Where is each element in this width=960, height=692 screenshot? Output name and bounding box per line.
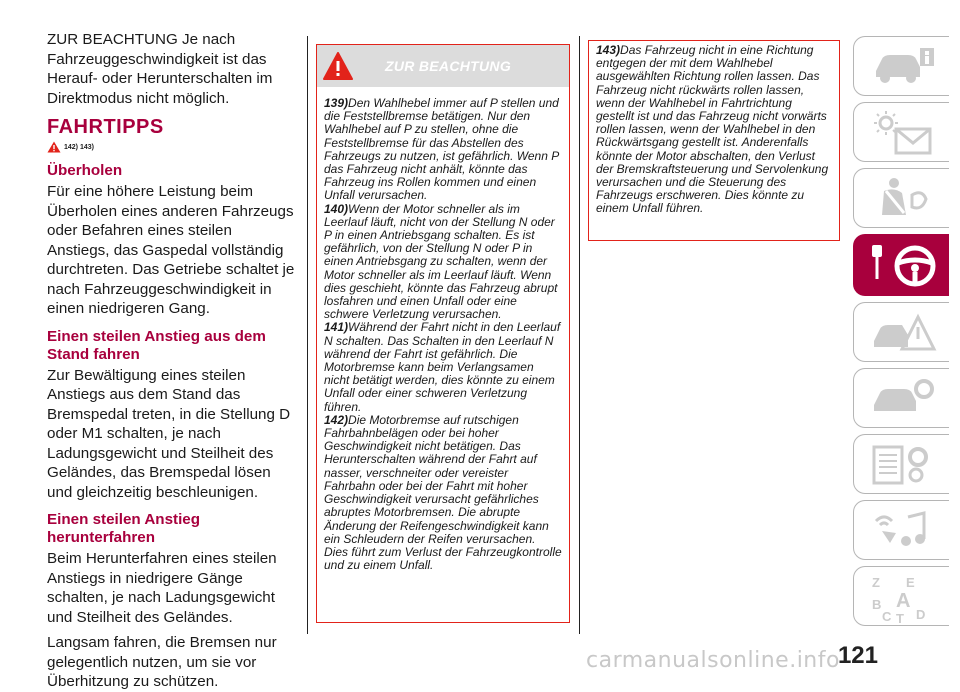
- index-letter: D: [916, 607, 926, 622]
- tab-technical-data[interactable]: [853, 434, 949, 494]
- index-letter: E: [906, 575, 915, 590]
- technical-data-icon: [868, 441, 938, 489]
- warning-triangle-icon: [47, 141, 61, 153]
- tab-seatbelt-airbag[interactable]: [853, 168, 949, 228]
- section-title: FAHRTIPPS: [47, 116, 164, 138]
- key-steering-wheel-icon: [868, 241, 940, 291]
- page-number: 121: [837, 642, 878, 669]
- warning-item-number: 141): [324, 320, 349, 335]
- tab-dashboard-lights[interactable]: [853, 102, 949, 162]
- dashboard-lights-icon: [868, 109, 938, 157]
- warning-item-text: Wenn der Motor schneller als im Leerlauf läuft, nicht von der Stellung N oder P in einen Antriebsgang schalten. Es ist gefährlich, von der Stellung N oder P in einen Antriebsgang zu schalten, wenn der Motor schneller als im Leerlauf läuft. Wenn dies geschieht, könnte das Fahrzeug abrupt losfahren und einen Unfall oder eine schwere Verletzung verursachen.: [324, 201, 558, 322]
- uphill-heading: Einen steilen Anstieg aus dem Stand fahren: [47, 327, 266, 363]
- warning-header: [317, 45, 569, 87]
- warning-item-text: Die Motorbremse auf rutschigen Fahrbahnbelägen oder bei hoher Geschwindigkeit nicht betätigen. Das Herunterschalten während der Fahrt auf nasser, verschneiter oder vereister Fahrbahn oder bei der Fahrt mit hoher Geschwindigkeit verursacht gefährliches abruptes Motorbremsen. Die abrupte Änderung der Reifengeschwindigkeit kann ein Schleudern der Reifen verursachen. Dies führt zum Verlust der Fahrzeugkontrolle und zu einem Unfall.: [324, 412, 562, 573]
- warning-item-number: 140): [324, 201, 349, 216]
- warning-item: [324, 321, 562, 413]
- warning-item-number: 142): [324, 412, 349, 427]
- index-letter: T: [896, 611, 904, 625]
- maintenance-icon: [868, 375, 938, 423]
- overtaking-text: Für eine höhere Leistung beim Überholen eines anderen Fahrzeugs oder Befahren eines steilen Anstiegs, das Gaspedal vollständig durchtreten. Das Getriebe schaltet je nach Fahrzeuggeschwindigkeit in einen niedrigeren Gang.: [47, 183, 295, 317]
- main-column: [47, 30, 297, 692]
- watermark: carmanualsonline.info: [586, 648, 840, 673]
- warning-title: ZUR BEACHTUNG: [385, 58, 512, 74]
- tab-maintenance[interactable]: [853, 368, 949, 428]
- tab-multimedia[interactable]: [853, 500, 949, 560]
- multimedia-icon: [868, 507, 938, 555]
- warning-item-text: Das Fahrzeug nicht in eine Richtung entgegen der mit dem Wahlhebel ausgewählten Richtung rollen lassen. Das Fahrzeug nicht rückwärts rollen lassen, wenn der Wahlhebel in Fahrtrichtung gestellt ist und das Fahrzeug nicht vorwärts rollen lassen, wenn der Wahlhebel in den Rückwärtsgang gestellt ist. Anderenfalls könnte der Motor abschalten, den Verlust der Bremskraftsteuerung und Servolenkung verursachen und die Steuerung des Fahrzeugs erschweren. Dies könnte zu einem Unfall führen.: [596, 43, 829, 216]
- warning-box: [316, 44, 570, 623]
- seatbelt-airbag-icon: [868, 175, 938, 223]
- warning-item: [324, 414, 562, 572]
- tab-starting-driving[interactable]: [853, 234, 949, 296]
- column-divider: [579, 36, 580, 634]
- warning-body: [589, 41, 839, 216]
- warning-item-number: 139): [324, 96, 349, 110]
- warning-item-number: 143): [596, 43, 621, 57]
- section-refs-text: 142) 143): [64, 143, 94, 151]
- warning-body: [317, 87, 569, 572]
- index-letter: A: [896, 590, 911, 612]
- warning-item-text: Während der Fahrt nicht in den Leerlauf N schalten. Das Schalten in den Leerlauf N während der Fahrt ist gefährlich. Die Motorbremse kann beim Verlangsamen nicht betätigt werden, dies könnte zu einem Unfall oder einer schweren Verletzung führen.: [324, 320, 561, 414]
- warning-item: [324, 97, 562, 203]
- tab-index[interactable]: [853, 566, 949, 626]
- index-icon: [868, 573, 938, 625]
- tab-emergency[interactable]: [853, 302, 949, 362]
- column-divider: [307, 36, 308, 634]
- warning-triangle-icon: [323, 52, 353, 80]
- section-refs: [47, 141, 297, 153]
- downhill-heading: Einen steilen Anstieg herunterfahren: [47, 511, 201, 546]
- overtaking-heading: Überholen: [47, 162, 123, 179]
- warning-item: [324, 203, 562, 322]
- index-letter: Z: [872, 575, 880, 590]
- warning-box-continued: [588, 40, 840, 241]
- car-info-icon: [868, 43, 938, 89]
- downhill-text-2: Langsam fahren, die Bremsen nur gelegentlich nutzen, um sie vor Überhitzung zu schützen.: [47, 634, 277, 690]
- uphill-text: Zur Bewältigung eines steilen Anstiegs aus dem Stand das Bremspedal treten, in die Stellung D oder M1 schalten, je nach Ladungsgewicht und Steilheit des Geländes, das Bremspedal lösen und gleichzeitig beschleunigen.: [47, 366, 291, 501]
- downhill-text-1: Beim Herunterfahren eines steilen Anstiegs in niedrigere Gänge schalten, je nach Ladungsgewicht und Steilheit des Geländes.: [47, 550, 277, 626]
- tab-car-info[interactable]: [853, 36, 949, 96]
- emergency-icon: [868, 309, 938, 357]
- warning-item-text: Den Wahlhebel immer auf P stellen und die Feststellbremse betätigen. Nur den Wahlhebel auf P zu stellen, ohne die Feststellbremse für das Abstellen des Fahrzeugs zu nutzen, ist gefährlich. Wenn P das Fahrzeug nicht anhält, könnte das Fahrzeug ins Rollen kommen und einen Unfall verursachen.: [324, 96, 559, 203]
- index-letter: B: [872, 597, 882, 612]
- warning-item: [596, 44, 832, 216]
- intro-note: ZUR BEACHTUNG Je nach Fahrzeuggeschwindigkeit ist das Herauf- oder Herunterschalten im Direktmodus nicht möglich.: [47, 31, 273, 107]
- index-letter: C: [882, 609, 892, 624]
- chapter-tabs: [853, 36, 953, 632]
